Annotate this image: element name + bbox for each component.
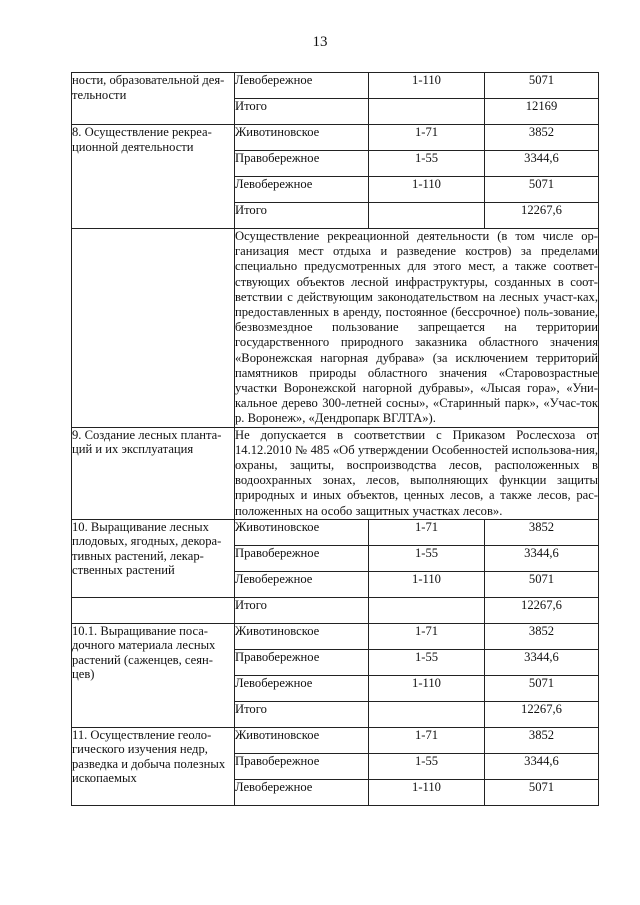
table-row [72,73,599,99]
area-cell: 12267,6 [485,203,599,229]
activity-cell: ности, образовательной дея-тельности [72,73,235,125]
activity-cell: 11. Осуществление геоло-гического изучения недр, разведка и добыча полезных ископаемых [72,727,235,805]
area-cell: 12267,6 [485,701,599,727]
area-cell: 5071 [485,73,599,99]
forestry-cell: Левобережное [235,779,369,805]
quarters-cell: 1-55 [369,649,485,675]
area-cell: 3344,6 [485,753,599,779]
forestry-cell: Животиновское [235,519,369,545]
area-cell: 3852 [485,519,599,545]
forestry-cell: Левобережное [235,571,369,597]
area-cell: 3344,6 [485,649,599,675]
area-cell: 3852 [485,727,599,753]
forest-use-table [71,72,599,806]
area-cell: 3852 [485,125,599,151]
quarters-cell [369,597,485,623]
area-cell: 5071 [485,571,599,597]
quarters-cell: 1-71 [369,519,485,545]
activity-cell: 10.1. Выращивание поса-дочного материала лесных растений (саженцев, сеян-цев) [72,623,235,727]
quarters-cell [369,701,485,727]
page-number: 13 [312,34,328,50]
table-row [72,229,599,428]
note-cell: Осуществление рекреационной деятельности (в том числе ор-ганизация мест отдыха и разведение костров) за пределами специально предусмотренных для этого мест, а также соответ-ствующих объектов лесной инфраструктуры, созданных в соот-ветствии с действующим законодательством на лесных участ-ках, предоставленных в аренду, постоянное (бессрочное) поль-зование, безвозмездное пользование запрещается на территории государственного природного заказника областного значения «Воронежская нагорная дубрава» (за исключением территорий памятников природы областного значения «Старовозрастные участки Воронежской нагорной дубравы», «Лысая гора», «Уни-кальное дерево 300-летней сосны», «Старинный парк», «Учас-ток р. Воронеж», «Дендропарк ВГЛТА»). [235,229,598,426]
activity-cell: 8. Осуществление рекреа-ционной деятельности [72,125,235,229]
forestry-cell: Животиновское [235,727,369,753]
note-cell: Не допускается в соответствии с Приказом Рослесхоза от 14.12.2010 № 485 «Об утверждении Особенностей использова-ния, охраны, защиты, воспроизводства лесов, расположенных в водоохранных зонах, лесов, выполняющих функции защиты природных и иных объектов, ценных лесов, а также лесов, рас-положенных на особо защитных участках лесов». [235,427,598,518]
activity-cell: 10. Выращивание лесных плодовых, ягодных, декора-тивных растений, лекар-ственных растений [72,519,235,597]
quarters-cell: 1-110 [369,571,485,597]
quarters-cell: 1-110 [369,779,485,805]
activity-cell: 9. Создание лесных планта-ций и их эксплуатация [72,427,235,519]
forestry-cell: Итого [235,203,369,229]
table-row [72,125,599,151]
quarters-cell: 1-55 [369,151,485,177]
quarters-cell [369,99,485,125]
area-cell: 5071 [485,177,599,203]
forestry-cell: Левобережное [235,675,369,701]
area-cell: 12267,6 [485,597,599,623]
quarters-cell: 1-55 [369,545,485,571]
table-row [72,623,599,649]
quarters-cell: 1-110 [369,177,485,203]
forestry-cell: Левобережное [235,73,369,99]
forestry-cell: Левобережное [235,177,369,203]
area-cell: 12169 [485,99,599,125]
forestry-cell: Животиновское [235,623,369,649]
quarters-cell: 1-110 [369,675,485,701]
area-cell: 5071 [485,779,599,805]
forestry-cell: Правобережное [235,753,369,779]
forestry-cell: Итого [235,701,369,727]
table-row [72,727,599,753]
quarters-cell: 1-71 [369,727,485,753]
quarters-cell: 1-71 [369,623,485,649]
activity-cell [72,229,235,428]
table-row [72,519,599,545]
quarters-cell: 1-71 [369,125,485,151]
table-row [72,427,599,519]
area-cell: 3344,6 [485,545,599,571]
forestry-cell: Животиновское [235,125,369,151]
forestry-cell: Итого [235,597,369,623]
forestry-cell: Итого [235,99,369,125]
area-cell: 3344,6 [485,151,599,177]
area-cell: 3852 [485,623,599,649]
quarters-cell: 1-110 [369,73,485,99]
forestry-cell: Правобережное [235,649,369,675]
activity-cell [72,597,235,623]
quarters-cell [369,203,485,229]
area-cell: 5071 [485,675,599,701]
table-row [72,597,599,623]
forestry-cell: Правобережное [235,151,369,177]
forestry-cell: Правобережное [235,545,369,571]
quarters-cell: 1-55 [369,753,485,779]
